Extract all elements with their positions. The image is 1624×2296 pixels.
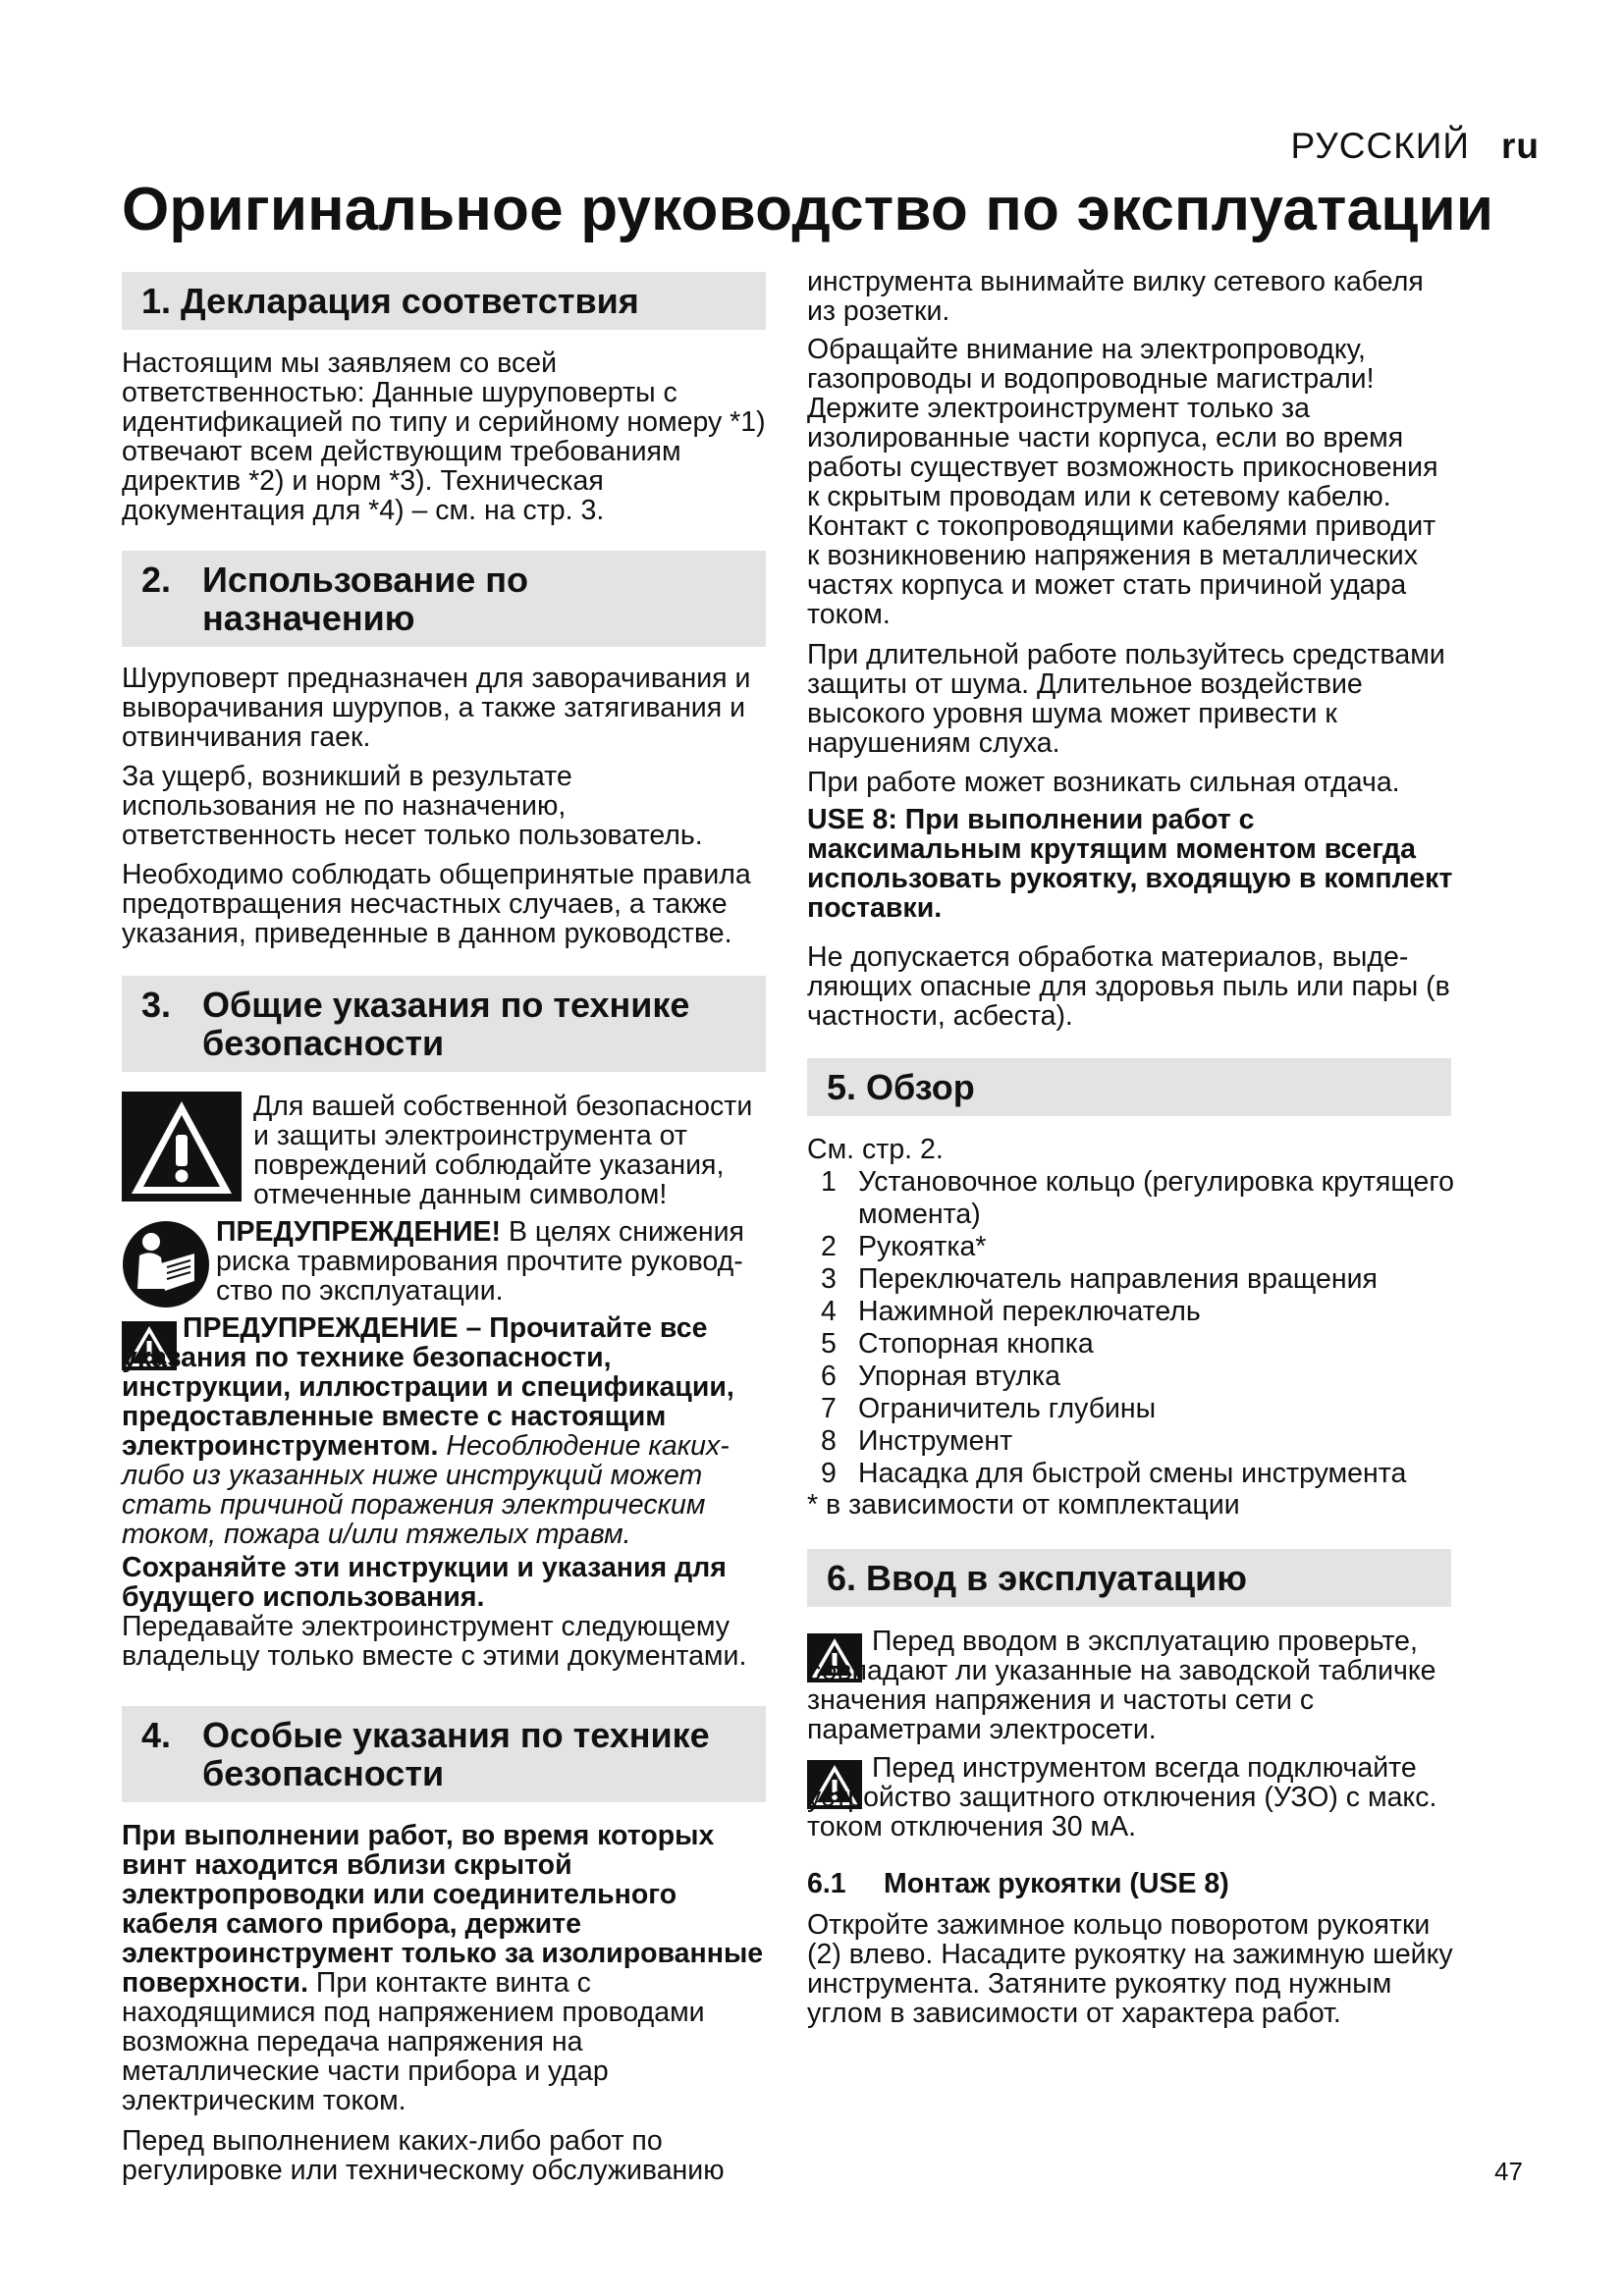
section-4-para-1 xyxy=(122,1821,770,2115)
warning-triangle-icon xyxy=(122,1092,242,1201)
overview-item-text: Стопорная кнопка xyxy=(858,1328,1094,1360)
section-2-para-3: Необходимо соблюдать общепринятые правила предотвращения несчастных случаев, а также указания, приведенные в данном руководстве. xyxy=(122,859,751,949)
read-manual-icon xyxy=(122,1220,210,1308)
warning-2-bold: ПРЕДУПРЕЖДЕНИЕ – Прочитайте все указания по технике безопасности, инструкции, иллюстрации и спецификации, предоставленные вместе с настоящим электроинструментом. xyxy=(122,1312,734,1462)
overview-item-number: 6 xyxy=(821,1361,837,1392)
overview-list-item xyxy=(807,1296,1455,1328)
warning-1-text: В целях снижения риска травмирования прочтите руковод-ство по эксплуатации. xyxy=(216,1216,744,1307)
section-1-number: 1. xyxy=(141,281,172,321)
section-5-intro: См. стр. 2. xyxy=(807,1134,944,1165)
section-4-heading xyxy=(122,1706,766,1802)
overview-item-number: 4 xyxy=(821,1296,837,1327)
section-4-para-2: Перед выполнением каких-либо работ по регулировке или техническому обслуживанию xyxy=(122,2125,725,2186)
section-2-title-line2: назначению xyxy=(202,598,415,638)
section-4-number: 4. xyxy=(141,1715,172,1755)
overview-item-number: 3 xyxy=(821,1263,837,1295)
overview-item-text: Насадка для быстрой смены инструмента xyxy=(858,1458,1407,1489)
keep-instructions-text: Передавайте электроинструмент следующему владельцу только вместе с этими документами. xyxy=(122,1611,747,1672)
section-4-para-1-text: При контакте винта с находящимися под напряжением проводами возможна передача напряжения на металлические части прибора и удар электрическим током. xyxy=(122,1967,705,2116)
warning-2-italic: Несоблюдение каких-либо из указанных ниже инструкций может стать причиной поражения электрическим током, пожара и/или тяжелых травм. xyxy=(122,1430,730,1550)
section-1-heading xyxy=(122,272,766,330)
section-4-para-1-bold: При выполнении работ, во время которых винт находится вблизи скрытой электропроводки или соединительного кабеля самого прибора, держите электроинструмент только за изолированные поверхности. xyxy=(122,1820,764,1999)
section-3-title-line1: Общие указания по технике xyxy=(202,985,690,1025)
overview-item-number: 2 xyxy=(821,1231,837,1262)
page-number: 47 xyxy=(1494,2157,1523,2186)
section-2-number: 2. xyxy=(141,560,172,600)
section-2-para-1: Шуруповерт предназначен для заворачивания и выворачивания шурупов, а также затягивания и отвинчивания гаек. xyxy=(122,663,751,753)
overview-item-number: 9 xyxy=(821,1458,837,1489)
section-3-number: 3. xyxy=(141,985,172,1025)
section-1-title: Декларация соответствия xyxy=(181,281,639,321)
language-label xyxy=(1290,126,1540,167)
section-3-title-line2: безопасности xyxy=(202,1023,445,1063)
section-6-para-1: Перед вводом в эксплуатацию проверьте, совпадают ли указанные на заводской табличке значения напряжения и частоты сети с параметрами электросети. xyxy=(807,1626,1436,1745)
section-1-text: Настоящим мы заявляем со всей ответственностью: Данные шуруповерты с идентификацией по типу и серийному номеру *1) отвечают всем действующим требованиям директив *2) и норм *3). Техническая документация для *4) – см. на стр. 3. xyxy=(122,347,766,526)
section-5-heading xyxy=(807,1058,1451,1116)
section-4-para-5: При работе может возникать сильная отдача. xyxy=(807,767,1400,798)
overview-item-number: 8 xyxy=(821,1425,837,1457)
overview-list-item xyxy=(807,1263,1455,1296)
section-6-heading xyxy=(807,1549,1451,1607)
page-title: Оригинальное руководство по эксплуатации xyxy=(122,176,1494,243)
language-code: ru xyxy=(1501,126,1540,166)
subsection-6-1-text: Откройте зажимное кольцо поворотом рукоятки (2) влево. Насадите рукоятку на зажимную шейку инструмента. Затяните рукоятку под нужным углом в зависимости от характера работ. xyxy=(807,1909,1453,2029)
section-3-heading xyxy=(122,976,766,1072)
section-5-title: Обзор xyxy=(866,1067,975,1107)
warning-1-label: ПРЕДУПРЕЖДЕНИЕ! xyxy=(216,1216,502,1248)
read-all-warning xyxy=(122,1313,770,1549)
subsection-6-1-heading xyxy=(807,1869,1229,1898)
overview-item-text: Ограничитель глубины xyxy=(858,1393,1157,1424)
overview-item-text: Переключатель направления вращения xyxy=(858,1263,1378,1295)
section-4-para-4: При длительной работе пользуйтесь средствами защиты от шума. Длительное воздействие высокого уровня шума может привести к нарушениям слуха. xyxy=(807,639,1445,759)
section-2-heading xyxy=(122,551,766,647)
read-manual-warning xyxy=(216,1217,774,1306)
overview-list-item xyxy=(807,1458,1455,1490)
overview-item-text: Упорная втулка xyxy=(858,1361,1060,1392)
subsection-6-1-number: 6.1 xyxy=(807,1868,846,1899)
section-6-number: 6. xyxy=(827,1558,857,1598)
section-6-para-2: Перед инструментом всегда подключайте устройство защитного отключения (УЗО) с макс. током отключения 30 мА. xyxy=(807,1752,1437,1842)
overview-list-item xyxy=(807,1328,1455,1361)
language-name: РУССКИЙ xyxy=(1290,126,1470,166)
overview-footnote: * в зависимости от комплектации xyxy=(807,1489,1240,1521)
overview-item-text: Инструмент xyxy=(858,1425,1013,1457)
section-4-title-line2: безопасности xyxy=(202,1753,445,1793)
section-4-para-7: Не допускается обработка материалов, выде-ляющих опасные для здоровья пыль или пары (в частности, асбеста). xyxy=(807,941,1450,1032)
safety-symbol-note: Для вашей собственной безопасности и защиты электроинструмента от повреждений соблюдайте указания, отмеченные данным символом! xyxy=(253,1091,753,1210)
section-4-para-2-continued: инструмента вынимайте вилку сетевого кабеля из розетки. xyxy=(807,266,1424,327)
section-5-number: 5. xyxy=(827,1067,857,1107)
overview-list-item xyxy=(807,1425,1455,1458)
section-4-para-3: Обращайте внимание на электропроводку, газопроводы и водопроводные магистрали! Держите электроинструмент только за изолированные части корпуса, если во время работы существует возможность прикосновения к скрытым проводам или к сетевому кабелю. Контакт с токопроводящими кабелями приводит к возникновению напряжения в металлических частях корпуса и может стать причиной удара током. xyxy=(807,334,1438,630)
section-6-title: Ввод в эксплуатацию xyxy=(866,1558,1248,1598)
overview-item-number: 5 xyxy=(821,1328,837,1360)
section-2-para-2: За ущерб, возникший в результате использования не по назначению, ответственность несет только пользователь. xyxy=(122,761,703,851)
overview-item-number: 1 xyxy=(821,1166,837,1198)
section-4-use8-note: USE 8: При выполнении работ с максимальным крутящим моментом всегда использовать рукоятку, входящую в комплект поставки. xyxy=(807,804,1453,924)
overview-list xyxy=(807,1166,1455,1490)
section-4-title-line1: Особые указания по технике xyxy=(202,1715,710,1755)
overview-list-item xyxy=(807,1231,1455,1263)
subsection-6-1-title: Монтаж рукоятки (USE 8) xyxy=(884,1868,1229,1899)
overview-list-item xyxy=(807,1361,1455,1393)
overview-item-text: Установочное кольцо (регулировка крутящего момента) xyxy=(858,1166,1454,1230)
overview-item-text: Рукоятка* xyxy=(858,1231,987,1262)
overview-list-item xyxy=(807,1166,1455,1231)
keep-instructions-bold: Сохраняйте эти инструкции и указания для будущего использования. xyxy=(122,1552,727,1613)
keep-instructions xyxy=(122,1553,770,1671)
overview-list-item xyxy=(807,1393,1455,1425)
section-2-title-line1: Использование по xyxy=(202,560,529,600)
overview-item-number: 7 xyxy=(821,1393,837,1424)
overview-item-text: Нажимной переключатель xyxy=(858,1296,1201,1327)
